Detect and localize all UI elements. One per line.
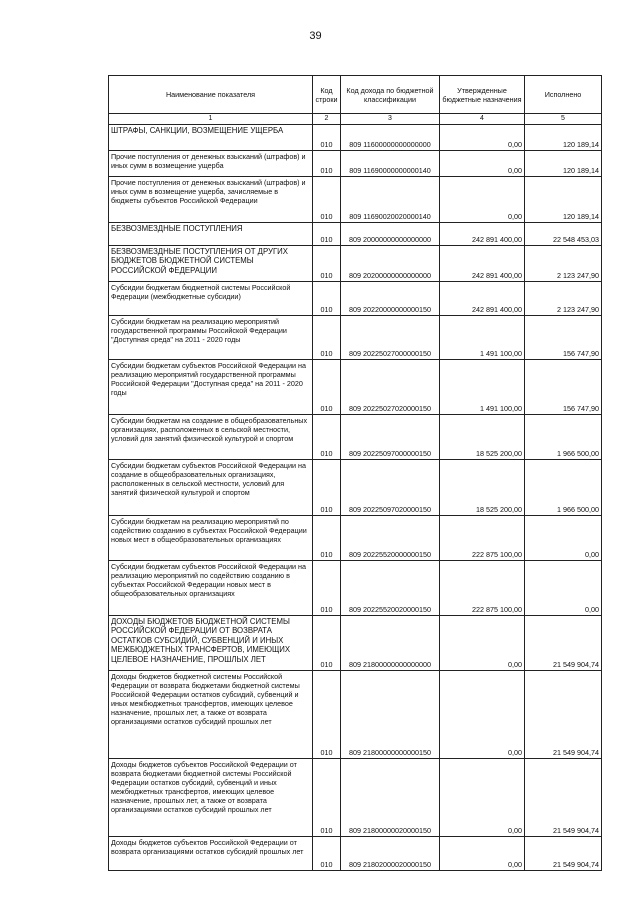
row-executed: 156 747,90: [525, 316, 602, 360]
table-row: [109, 616, 602, 671]
row-approved: 0,00: [440, 125, 525, 151]
row-approved: 1 491 100,00: [440, 360, 525, 415]
row-approved: 0,00: [440, 177, 525, 223]
row-executed: 156 747,90: [525, 360, 602, 415]
table-row: [109, 671, 602, 759]
row-approved: 222 875 100,00: [440, 516, 525, 561]
table-row: [109, 316, 602, 360]
row-executed: 120 189,14: [525, 125, 602, 151]
row-code: 010: [313, 316, 341, 360]
row-kbk: 809 20225097000000150: [341, 415, 440, 460]
row-name: Прочие поступления от денежных взысканий (штрафов) и иных сумм в возмещение ущерба, зачисляемые в бюджеты субъектов Российской Федерации: [109, 177, 313, 223]
row-kbk: 809 20225520020000150: [341, 561, 440, 616]
row-code: 010: [313, 177, 341, 223]
row-name: Субсидии бюджетам субъектов Российской Федерации на реализацию мероприятий государственной программы Российской Федерации "Доступная среда" на 2011 - 2020 годы: [109, 360, 313, 415]
row-name: Субсидии бюджетам на реализацию мероприятий государственной программы Российской Федерации "Доступная среда" на 2011 - 2020 годы: [109, 316, 313, 360]
table-row: [109, 223, 602, 246]
row-kbk: 809 11690020020000140: [341, 177, 440, 223]
row-name: Доходы бюджетов субъектов Российской Федерации от возврата бюджетами бюджетной системы Российской Федерации остатков субсидий, субвенций и иных межбюджетных трансфертов, имеющих целевое назначение, прошлых лет, а также от возврата организациями остатков субсидий прошлых лет: [109, 759, 313, 837]
budget-report-table: [108, 75, 602, 871]
table-row: [109, 561, 602, 616]
header-approved: Утвержденные бюджетные назначения: [440, 76, 525, 114]
row-kbk: 809 11690000000000140: [341, 151, 440, 177]
row-executed: 21 549 904,74: [525, 616, 602, 671]
row-code: 010: [313, 460, 341, 516]
row-name: Прочие поступления от денежных взысканий (штрафов) и иных сумм в возмещение ущерба: [109, 151, 313, 177]
row-kbk: 809 20000000000000000: [341, 223, 440, 246]
row-name: БЕЗВОЗМЕЗДНЫЕ ПОСТУПЛЕНИЯ ОТ ДРУГИХ БЮДЖЕТОВ БЮДЖЕТНОЙ СИСТЕМЫ РОССИЙСКОЙ ФЕДЕРАЦИИ: [109, 246, 313, 282]
row-name: Субсидии бюджетам субъектов Российской Федерации на создание в общеобразовательных организациях, расположенных в сельской местности, условий для занятий физической культурой и спортом: [109, 460, 313, 516]
row-executed: 120 189,14: [525, 177, 602, 223]
row-kbk: 809 21802000020000150: [341, 837, 440, 871]
row-code: 010: [313, 415, 341, 460]
row-executed: 21 549 904,74: [525, 671, 602, 759]
row-name: Субсидии бюджетам бюджетной системы Российской Федерации (межбюджетные субсидии): [109, 282, 313, 316]
header-code: Код строки: [313, 76, 341, 114]
row-name: ШТРАФЫ, САНКЦИИ, ВОЗМЕЩЕНИЕ УЩЕРБА: [109, 125, 313, 151]
row-name: ДОХОДЫ БЮДЖЕТОВ БЮДЖЕТНОЙ СИСТЕМЫ РОССИЙСКОЙ ФЕДЕРАЦИИ ОТ ВОЗВРАТА ОСТАТКОВ СУБСИДИЙ, СУБВЕНЦИЙ И ИНЫХ МЕЖБЮДЖЕТНЫХ ТРАНСФЕРТОВ, ИМЕЮЩИХ ЦЕЛЕВОЕ НАЗНАЧЕНИЕ, ПРОШЛЫХ ЛЕТ: [109, 616, 313, 671]
row-kbk: 809 20225027000000150: [341, 316, 440, 360]
row-code: 010: [313, 616, 341, 671]
row-name: БЕЗВОЗМЕЗДНЫЕ ПОСТУПЛЕНИЯ: [109, 223, 313, 246]
row-code: 010: [313, 759, 341, 837]
row-approved: 0,00: [440, 759, 525, 837]
row-name: Субсидии бюджетам на создание в общеобразовательных организациях, расположенных в сельской местности, условий для занятий физической культурой и спортом: [109, 415, 313, 460]
row-code: 010: [313, 125, 341, 151]
row-kbk: 809 21800000000000150: [341, 671, 440, 759]
row-executed: 21 549 904,74: [525, 759, 602, 837]
column-number: 3: [341, 114, 440, 125]
row-executed: 1 966 500,00: [525, 415, 602, 460]
page-number: 39: [309, 30, 322, 42]
row-code: 010: [313, 837, 341, 871]
table-header-row: [109, 76, 602, 114]
table-row: [109, 151, 602, 177]
row-approved: 18 525 200,00: [440, 460, 525, 516]
row-name: Доходы бюджетов бюджетной системы Российской Федерации от возврата бюджетами бюджетной системы Российской Федерации остатков субсидий, субвенций и иных межбюджетных трансфертов, имеющих целевое назначение, прошлых лет, а также от возврата организациями остатков субсидий прошлых лет: [109, 671, 313, 759]
table-row: [109, 282, 602, 316]
column-number-row: [109, 114, 602, 125]
row-name: Субсидии бюджетам на реализацию мероприятий по содействию созданию в субъектах Российской Федерации новых мест в общеобразовательных организациях: [109, 516, 313, 561]
row-executed: 120 189,14: [525, 151, 602, 177]
column-number: 2: [313, 114, 341, 125]
row-executed: 0,00: [525, 561, 602, 616]
row-approved: 0,00: [440, 671, 525, 759]
row-code: 010: [313, 360, 341, 415]
column-number: 1: [109, 114, 313, 125]
table-row: [109, 460, 602, 516]
header-name: Наименование показателя: [109, 76, 313, 114]
row-name: Доходы бюджетов субъектов Российской Федерации от возврата организациями остатков субсидий прошлых лет: [109, 837, 313, 871]
row-name: Субсидии бюджетам субъектов Российской Федерации на реализацию мероприятий по содействию созданию в субъектах Российской Федерации новых мест в общеобразовательных организациях: [109, 561, 313, 616]
row-approved: 242 891 400,00: [440, 246, 525, 282]
table-row: [109, 837, 602, 871]
row-approved: 1 491 100,00: [440, 316, 525, 360]
row-code: 010: [313, 561, 341, 616]
header-executed: Исполнено: [525, 76, 602, 114]
row-approved: 222 875 100,00: [440, 561, 525, 616]
row-executed: 22 548 453,03: [525, 223, 602, 246]
row-code: 010: [313, 516, 341, 561]
row-kbk: 809 20200000000000000: [341, 246, 440, 282]
row-code: 010: [313, 223, 341, 246]
row-approved: 18 525 200,00: [440, 415, 525, 460]
row-code: 010: [313, 151, 341, 177]
row-executed: 2 123 247,90: [525, 246, 602, 282]
row-kbk: 809 20220000000000150: [341, 282, 440, 316]
row-kbk: 809 21800000000000000: [341, 616, 440, 671]
table-row: [109, 516, 602, 561]
header-kbk: Код дохода по бюджетной классификации: [341, 76, 440, 114]
row-kbk: 809 20225520000000150: [341, 516, 440, 561]
row-executed: 2 123 247,90: [525, 282, 602, 316]
column-number: 5: [525, 114, 602, 125]
row-approved: 0,00: [440, 151, 525, 177]
row-executed: 1 966 500,00: [525, 460, 602, 516]
row-kbk: 809 20225027020000150: [341, 360, 440, 415]
row-code: 010: [313, 671, 341, 759]
table-row: [109, 125, 602, 151]
row-kbk: 809 20225097020000150: [341, 460, 440, 516]
row-executed: 0,00: [525, 516, 602, 561]
table-row: [109, 759, 602, 837]
table-row: [109, 415, 602, 460]
table-row: [109, 360, 602, 415]
table-row: [109, 177, 602, 223]
row-approved: 0,00: [440, 837, 525, 871]
row-approved: 242 891 400,00: [440, 223, 525, 246]
column-number: 4: [440, 114, 525, 125]
row-code: 010: [313, 246, 341, 282]
table-row: [109, 246, 602, 282]
row-code: 010: [313, 282, 341, 316]
row-approved: 242 891 400,00: [440, 282, 525, 316]
row-kbk: 809 11600000000000000: [341, 125, 440, 151]
row-kbk: 809 21800000020000150: [341, 759, 440, 837]
row-approved: 0,00: [440, 616, 525, 671]
row-executed: 21 549 904,74: [525, 837, 602, 871]
